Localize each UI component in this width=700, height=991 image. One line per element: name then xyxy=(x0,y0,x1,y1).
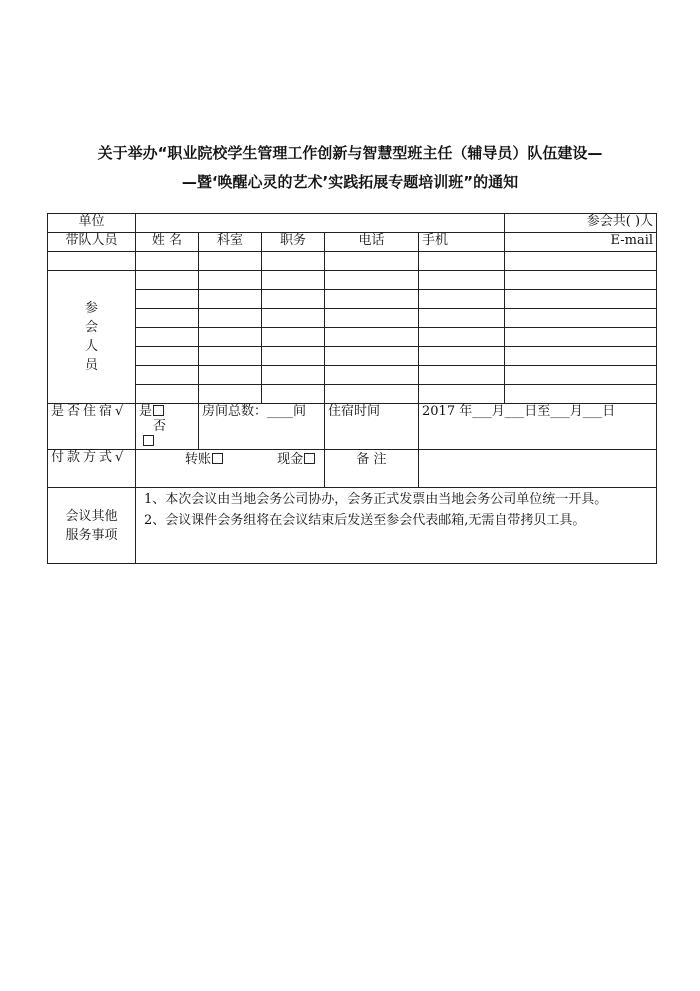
column-header-name: 姓 名 xyxy=(136,233,199,252)
participant-phone-field[interactable] xyxy=(325,290,419,309)
lodging-no-label: 否 xyxy=(153,419,167,434)
participant-row xyxy=(48,328,657,347)
note-1: 1、本次会议由当地会务公司协办，会务正式发票由当地会务公司单位统一开具。 xyxy=(144,492,608,507)
participant-mobile-field[interactable] xyxy=(419,271,505,290)
participant-row xyxy=(48,290,657,309)
participant-email-field[interactable] xyxy=(505,366,657,385)
participant-position-field[interactable] xyxy=(262,290,325,309)
participant-dept-field[interactable] xyxy=(199,271,262,290)
participant-phone-field[interactable] xyxy=(325,385,419,404)
room-total-field[interactable]: 房间总数：____间 xyxy=(199,404,325,450)
leader-email-field[interactable] xyxy=(505,252,657,271)
leader-label-blank xyxy=(48,252,136,271)
participant-name-field[interactable] xyxy=(136,271,199,290)
participant-name-field[interactable] xyxy=(136,385,199,404)
leader-header-row xyxy=(48,233,657,252)
participant-name-field[interactable] xyxy=(136,347,199,366)
participant-email-field[interactable] xyxy=(505,347,657,366)
leader-dept-field[interactable] xyxy=(199,252,262,271)
cash-label: 现金 xyxy=(277,452,304,467)
registration-form-table xyxy=(47,213,657,564)
payment-label: 付款方式√ xyxy=(48,450,136,488)
participant-dept-field[interactable] xyxy=(199,309,262,328)
payment-options xyxy=(136,450,325,488)
participant-email-field[interactable] xyxy=(505,328,657,347)
lodging-yes-label: 是 xyxy=(139,404,153,419)
lodging-time-label: 住宿时间 xyxy=(325,404,419,450)
participant-position-field[interactable] xyxy=(262,309,325,328)
participant-dept-field[interactable] xyxy=(199,385,262,404)
participant-email-field[interactable] xyxy=(505,290,657,309)
lodging-row xyxy=(48,404,657,450)
leader-mobile-field[interactable] xyxy=(419,252,505,271)
participant-phone-field[interactable] xyxy=(325,309,419,328)
lodging-dates-field[interactable]: 2017 年___月___日至___月___日 xyxy=(419,404,657,450)
note-2: 2、会议课件会务组将在会议结束后发送至参会代表邮箱,无需自带拷贝工具。 xyxy=(144,513,586,528)
participant-mobile-field[interactable] xyxy=(419,328,505,347)
leader-label: 带队人员 xyxy=(48,233,136,252)
lodging-label: 是否住宿√ xyxy=(48,404,136,450)
participant-position-field[interactable] xyxy=(262,385,325,404)
participant-email-field[interactable] xyxy=(505,385,657,404)
cash-checkbox[interactable] xyxy=(304,453,315,464)
participant-row xyxy=(48,366,657,385)
leader-phone-field[interactable] xyxy=(325,252,419,271)
lodging-yes-checkbox[interactable] xyxy=(153,405,164,416)
unit-field[interactable] xyxy=(136,214,505,233)
participant-dept-field[interactable] xyxy=(199,290,262,309)
participant-phone-field[interactable] xyxy=(325,271,419,290)
participant-row xyxy=(48,271,657,290)
document-title-line-1: 关于举办“职业院校学生管理工作创新与智慧型班主任（辅导员）队伍建设— xyxy=(97,144,603,162)
participant-name-field[interactable] xyxy=(136,366,199,385)
transfer-checkbox[interactable] xyxy=(212,453,223,464)
participant-mobile-field[interactable] xyxy=(419,385,505,404)
leader-name-field[interactable] xyxy=(136,252,199,271)
unit-label: 单位 xyxy=(48,214,136,233)
participant-name-field[interactable] xyxy=(136,290,199,309)
participants-label: 参会人员 xyxy=(48,271,136,404)
column-header-email: E-mail xyxy=(505,233,657,252)
participant-phone-field[interactable] xyxy=(325,328,419,347)
other-services-label: 会议其他服务事项 xyxy=(48,488,136,564)
participant-row xyxy=(48,347,657,366)
participant-mobile-field[interactable] xyxy=(419,309,505,328)
payment-row xyxy=(48,450,657,488)
participant-row xyxy=(48,385,657,404)
column-header-mobile: 手机 xyxy=(419,233,505,252)
other-services-notes xyxy=(136,488,657,564)
participant-position-field[interactable] xyxy=(262,328,325,347)
participant-name-field[interactable] xyxy=(136,309,199,328)
participant-dept-field[interactable] xyxy=(199,347,262,366)
lodging-no-checkbox[interactable] xyxy=(143,435,154,446)
participant-position-field[interactable] xyxy=(262,347,325,366)
participant-phone-field[interactable] xyxy=(325,366,419,385)
leader-entry-row xyxy=(48,252,657,271)
participant-email-field[interactable] xyxy=(505,271,657,290)
participant-email-field[interactable] xyxy=(505,309,657,328)
participant-dept-field[interactable] xyxy=(199,328,262,347)
column-header-position: 职务 xyxy=(262,233,325,252)
attendees-total[interactable]: 参会共( )人 xyxy=(505,214,657,233)
participant-position-field[interactable] xyxy=(262,271,325,290)
participant-position-field[interactable] xyxy=(262,366,325,385)
other-services-row xyxy=(48,488,657,564)
participant-row xyxy=(48,309,657,328)
participant-dept-field[interactable] xyxy=(199,366,262,385)
participant-name-field[interactable] xyxy=(136,328,199,347)
participant-mobile-field[interactable] xyxy=(419,290,505,309)
leader-position-field[interactable] xyxy=(262,252,325,271)
participant-phone-field[interactable] xyxy=(325,347,419,366)
column-header-dept: 科室 xyxy=(199,233,262,252)
remarks-field[interactable] xyxy=(419,450,657,488)
lodging-choice xyxy=(136,404,199,450)
document-title-line-2: —暨‘唤醒心灵的艺术’实践拓展专题培训班”的通知 xyxy=(181,173,519,191)
participant-mobile-field[interactable] xyxy=(419,366,505,385)
remarks-label: 备 注 xyxy=(325,450,419,488)
participant-mobile-field[interactable] xyxy=(419,347,505,366)
transfer-label: 转账 xyxy=(185,452,212,467)
unit-row xyxy=(48,214,657,233)
column-header-phone: 电话 xyxy=(325,233,419,252)
